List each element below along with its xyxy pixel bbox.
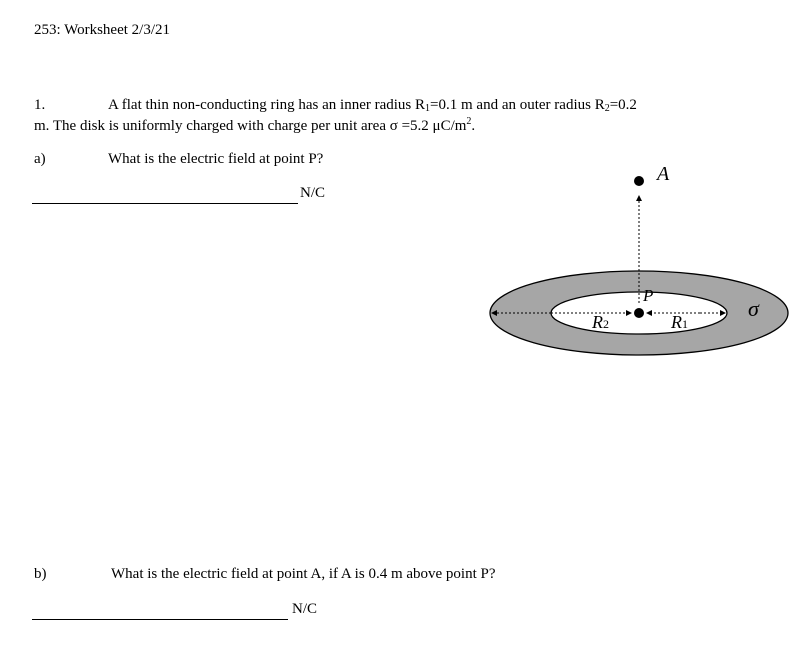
part-b-label: b): [34, 566, 47, 582]
point-a-dot: [634, 176, 644, 186]
part-a-question: What is the electric field at point P?: [108, 151, 324, 167]
part-b-unit: N/C: [292, 601, 318, 617]
part-a-unit: N/C: [300, 185, 326, 201]
question-number: 1.: [34, 97, 46, 113]
worksheet-header: 253: Worksheet 2/3/21: [34, 22, 171, 38]
part-b-question: What is the electric field at point A, if A is 0.4 m above point P?: [111, 566, 496, 582]
part-a-label: a): [34, 151, 46, 167]
question-text-line2: m. The disk is uniformly charged with charge per unit area σ =5.2 $\mu C/m^2$.: [34, 116, 476, 134]
r1-label: R1: [671, 312, 688, 332]
point-a-label: A: [657, 163, 670, 185]
sigma-label: σ: [748, 296, 759, 321]
r2-label: R2: [592, 312, 609, 332]
question-text-line1: A flat thin non-conducting ring has an inner radius $R_1=0.1$ m and an outer radius $R_2=0.2$: [108, 97, 637, 114]
point-p-label: P: [643, 286, 654, 305]
point-p-dot: [634, 308, 644, 318]
